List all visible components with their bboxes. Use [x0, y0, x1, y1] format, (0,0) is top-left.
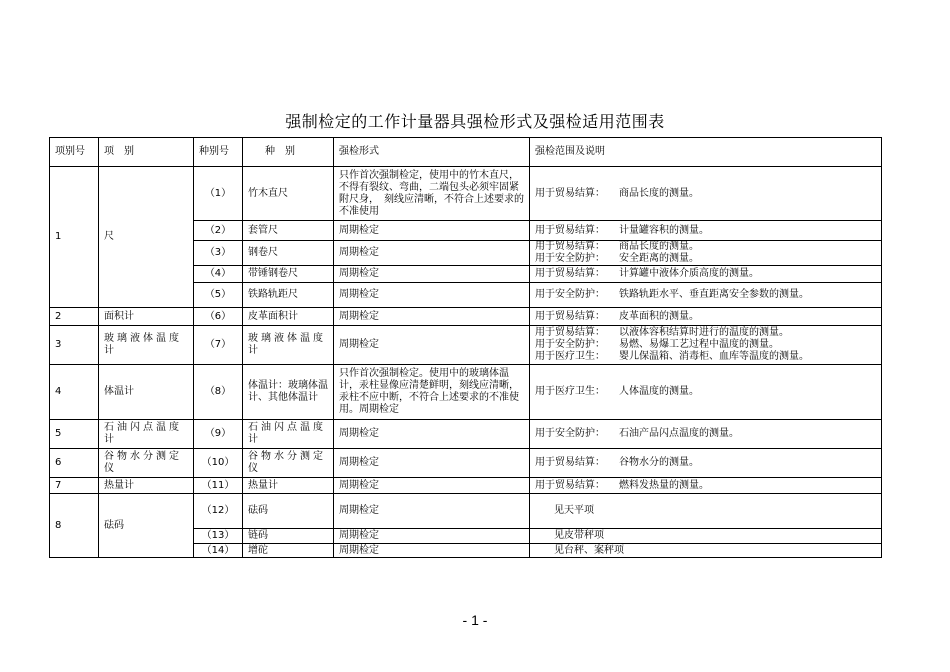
form-cell: 周期检定: [334, 494, 530, 529]
scope-cell: [530, 420, 882, 449]
scope-text: 谷物水分的测量。: [619, 457, 699, 468]
scope-cell: [530, 167, 882, 221]
form-cell: 周期检定: [334, 544, 530, 558]
scope-label: 用于贸易结算：: [535, 310, 605, 322]
kind-cell: 带锤钢卷尺: [243, 266, 334, 283]
scope-line: [535, 339, 876, 351]
kind-no-cell: （8）: [194, 365, 243, 420]
scope-text: 人体温度的测量。: [619, 386, 699, 397]
kind-cell: 增砣: [243, 544, 334, 558]
header-item-no: 项别号: [50, 138, 99, 167]
scope-cell: 见台秤、案秤项: [530, 544, 882, 558]
scope-label: 用于贸易结算：: [535, 241, 605, 252]
header-form: 强检形式: [334, 138, 530, 167]
kind-cell: 铁路轨距尺: [243, 283, 334, 308]
item-no-cell: 6: [50, 449, 99, 478]
scope-label: 用于安全防护：: [535, 289, 605, 300]
item-no-cell: 1: [50, 167, 99, 308]
scope-cell: 见皮带秤项: [530, 529, 882, 544]
scope-label: 用于贸易结算：: [535, 457, 605, 468]
scope-label: 用于安全防护：: [535, 253, 605, 264]
kind-no-cell: （6）: [194, 308, 243, 326]
scope-label: 用于贸易结算：: [535, 187, 605, 199]
kind-no-cell: （2）: [194, 221, 243, 241]
table-row: [50, 449, 882, 478]
kind-no-cell: （7）: [194, 326, 243, 365]
scope-text: 商品长度的测量。: [619, 241, 699, 252]
kind-cell: 竹木直尺: [243, 167, 334, 221]
item-name-cell: 砝码: [99, 494, 194, 558]
form-cell: 周期检定: [334, 449, 530, 478]
form-cell: 周期检定: [334, 529, 530, 544]
item-name-cell: 玻璃液体温度计: [99, 326, 194, 365]
table-row: [50, 420, 882, 449]
scope-label: 用于安全防护：: [535, 428, 605, 439]
kind-no-cell: （14）: [194, 544, 243, 558]
scope-cell: [530, 283, 882, 308]
header-scope: 强检范围及说明: [530, 138, 882, 167]
scope-label: 用于贸易结算：: [535, 224, 605, 236]
scope-text: 燃料发热量的测量。: [619, 479, 709, 491]
scope-text: 计量罐容积的测量。: [619, 224, 709, 236]
scope-cell: [530, 365, 882, 420]
kind-no-cell: （5）: [194, 283, 243, 308]
item-no-cell: 7: [50, 478, 99, 494]
kind-cell: 热量计: [243, 478, 334, 494]
item-no-cell: 8: [50, 494, 99, 558]
scope-label: 用于医疗卫生：: [535, 386, 605, 397]
scope-line: [535, 480, 876, 492]
item-name-cell: 面积计: [99, 308, 194, 326]
scope-text: 皮革面积的测量。: [619, 310, 699, 322]
kind-no-cell: （10）: [194, 449, 243, 478]
kind-cell: 玻璃液体温度计: [243, 326, 334, 365]
scope-line: [535, 311, 876, 323]
item-name-cell: 体温计: [99, 365, 194, 420]
scope-label: 用于贸易结算：: [535, 268, 605, 279]
kind-cell: 石油闪点温度计: [243, 420, 334, 449]
kind-no-cell: （12）: [194, 494, 243, 529]
scope-text: 婴儿保温箱、消毒柜、血库等温度的测量。: [619, 351, 809, 362]
form-cell: 只作首次强制检定。使用中的玻璃体温计，汞柱显像应清楚鲜明，刻线应清晰，汞柱不应中断，不符合上述要求的不准使用。周期检定: [334, 365, 530, 420]
form-cell: 周期检定: [334, 266, 530, 283]
form-cell: 周期检定: [334, 478, 530, 494]
scope-cell: [530, 241, 882, 266]
scope-cell: 见天平项: [530, 494, 882, 529]
item-no-cell: 3: [50, 326, 99, 365]
scope-line: [535, 428, 876, 440]
table-row: [50, 494, 882, 529]
item-no-cell: 5: [50, 420, 99, 449]
table-row: [50, 167, 882, 221]
page-number: - 1 -: [462, 612, 488, 628]
header-item: 项 别: [99, 138, 194, 167]
item-name-cell: 尺: [99, 167, 194, 308]
scope-text: 计算罐中液体介质高度的测量。: [619, 268, 759, 279]
scope-text: 商品长度的测量。: [619, 187, 699, 199]
scope-cell: [530, 221, 882, 241]
item-name-cell: 谷物水分测定仪: [99, 449, 194, 478]
kind-no-cell: （13）: [194, 529, 243, 544]
scope-label: 用于医疗卫生：: [535, 351, 605, 362]
form-cell: 周期检定: [334, 283, 530, 308]
page-title: 强制检定的工作计量器具强检形式及强检适用范围表: [285, 112, 665, 131]
scope-text: 易燃、易爆工艺过程中温度的测量。: [619, 339, 779, 350]
item-name-cell: 石油闪点温度计: [99, 420, 194, 449]
scope-text: 铁路轨距水平、垂直距离安全参数的测量。: [619, 289, 809, 300]
scope-cell: [530, 308, 882, 326]
kind-cell: 套管尺: [243, 221, 334, 241]
form-cell: 周期检定: [334, 241, 530, 266]
scope-text: 以液体容积结算时进行的温度的测量。: [619, 327, 789, 338]
kind-no-cell: （11）: [194, 478, 243, 494]
scope-line: [535, 327, 876, 339]
scope-text: 石油产品闪点温度的测量。: [619, 428, 739, 439]
scope-line: [535, 253, 876, 265]
scope-label: 用于安全防护：: [535, 339, 605, 350]
scope-line: [535, 188, 876, 200]
scope-text: 安全距离的测量。: [619, 253, 699, 264]
kind-no-cell: （1）: [194, 167, 243, 221]
table-row: [50, 326, 882, 365]
form-cell: 只作首次强制检定，使用中的竹木直尺，不得有裂纹、弯曲，二端包头必须牢固紧附尺身， 刻线应清晰，不符合上述要求的不准使用: [334, 167, 530, 221]
table-header-row: [50, 138, 882, 167]
scope-cell: [530, 449, 882, 478]
scope-label: 用于贸易结算：: [535, 327, 605, 338]
kind-no-cell: （4）: [194, 266, 243, 283]
scope-cell: [530, 326, 882, 365]
kind-cell: 皮革面积计: [243, 308, 334, 326]
scope-line: [535, 241, 876, 253]
scope-line: [535, 457, 876, 469]
scope-line: [535, 351, 876, 363]
item-name-cell: 热量计: [99, 478, 194, 494]
form-cell: 周期检定: [334, 308, 530, 326]
scope-line: [535, 289, 876, 301]
kind-cell: 链码: [243, 529, 334, 544]
table-row: [50, 478, 882, 494]
scope-cell: [530, 266, 882, 283]
table-row: [50, 308, 882, 326]
header-kind: 种 别: [243, 138, 334, 167]
item-no-cell: 2: [50, 308, 99, 326]
kind-cell: 钢卷尺: [243, 241, 334, 266]
kind-cell: 谷物水分测定仪: [243, 449, 334, 478]
kind-cell: 体温计：玻璃体温计、其他体温计: [243, 365, 334, 420]
table-row: [50, 365, 882, 420]
scope-line: [535, 268, 876, 280]
header-kind-no: 种别号: [194, 138, 243, 167]
form-cell: 周期检定: [334, 221, 530, 241]
kind-no-cell: （9）: [194, 420, 243, 449]
kind-no-cell: （3）: [194, 241, 243, 266]
scope-line: [535, 225, 876, 237]
kind-cell: 砝码: [243, 494, 334, 529]
scope-line: [535, 386, 876, 398]
form-cell: 周期检定: [334, 326, 530, 365]
scope-cell: [530, 478, 882, 494]
form-cell: 周期检定: [334, 420, 530, 449]
scope-label: 用于贸易结算：: [535, 479, 605, 491]
inspection-table: [49, 137, 882, 558]
item-no-cell: 4: [50, 365, 99, 420]
